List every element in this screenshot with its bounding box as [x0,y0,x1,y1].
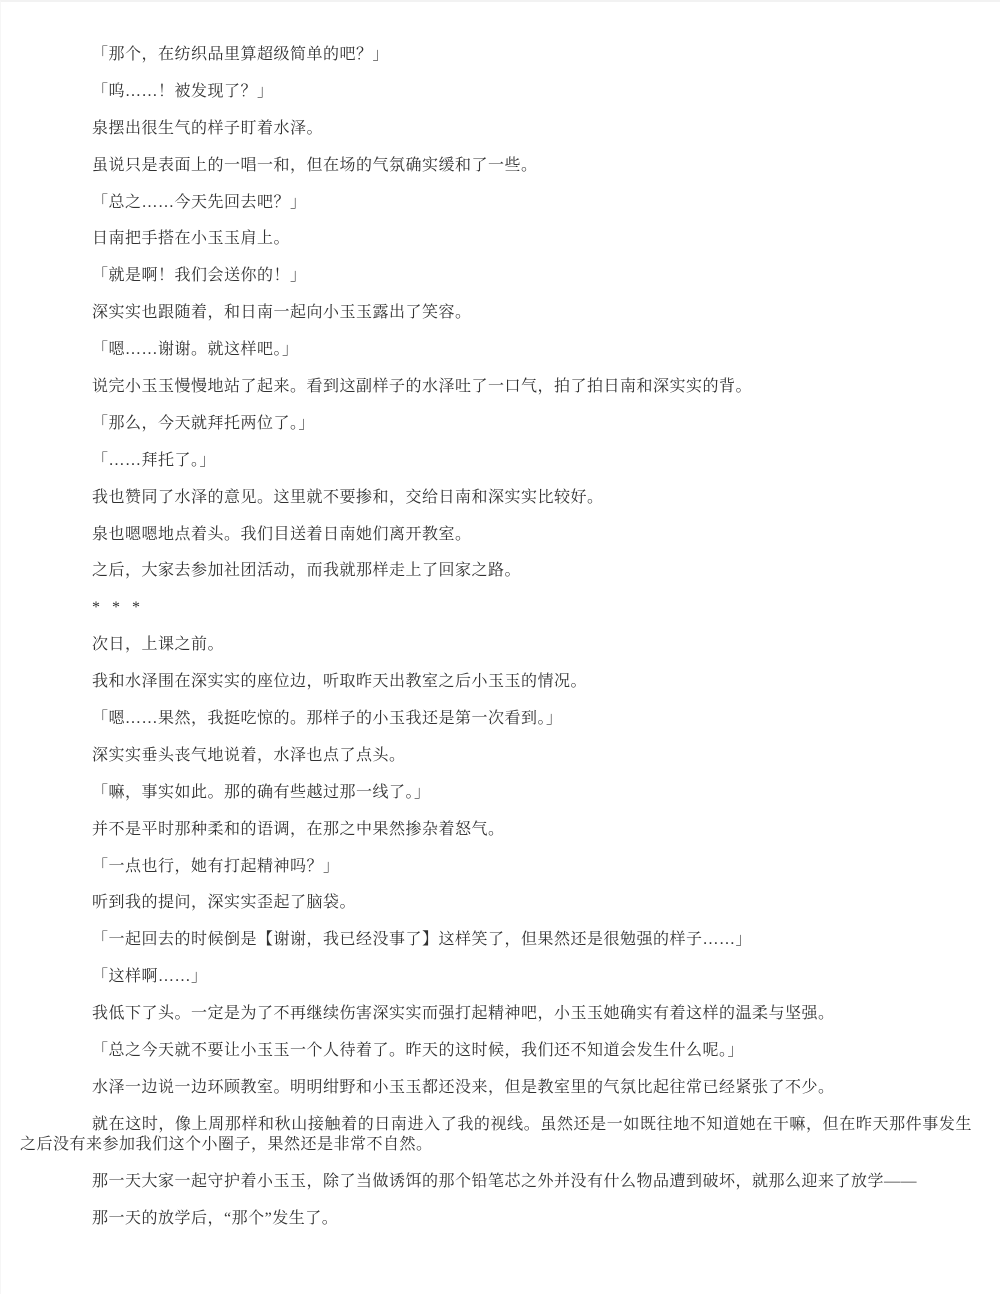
paragraph: 「那么，今天就拜托两位了。」 [92,414,316,432]
paragraph: 我和水泽围在深实实的座位边，听取昨天出教室之后小玉玉的情况。 [92,673,588,691]
paragraph: 泉也嗯嗯地点着头。我们目送着日南她们离开教室。 [92,525,472,543]
paragraph: 之后，大家去参加社团活动，而我就那样走上了回家之路。 [92,562,522,580]
paragraph: 我也赞同了水泽的意见。这里就不要掺和，交给日南和深实实比较好。 [92,488,604,506]
paragraph: 那一天大家一起守护着小玉玉，除了当做诱饵的那个铅笔芯之外并没有什么物品遭到破坏，就那么迎来了放学—— [92,1172,918,1190]
paragraph: 说完小玉玉慢慢地站了起来。看到这副样子的水泽吐了一口气，拍了拍日南和深实实的背。 [92,378,753,396]
paragraph: 「嗯……谢谢。就这样吧。」 [92,341,299,359]
paragraph: 听到我的提问，深实实歪起了脑袋。 [92,894,357,912]
paragraph: 我低下了头。一定是为了不再继续伤害深实实而强打起精神吧，小玉玉她确实有着这样的温柔与坚强。 [92,1005,835,1023]
paragraph: 虽说只是表面上的一唱一和，但在场的气氛确实缓和了一些。 [92,156,538,174]
paragraph: 那一天的放学后，“那个”发生了。 [92,1209,339,1227]
paragraph: 并不是平时那种柔和的语调，在那之中果然掺杂着怒气。 [92,820,505,838]
paragraph: 「这样啊……」 [92,968,208,986]
paragraph: 「那个，在纺织品里算超级简单的吧？」 [92,46,390,63]
paragraph: 就在这时，像上周那样和秋山接触着的日南进入了我的视线。虽然还是一如既往地不知道她在干嘛，但在昨天那件事发生之后没有来参加我们这个小圈子，果然还是非常不自然。 [20,1115,972,1153]
paragraph: 「嘛，事实如此。那的确有些越过那一线了。」 [92,783,431,801]
paragraph: 日南把手搭在小玉玉肩上。 [92,230,291,248]
page-content [20,45,972,1229]
section-separator: * * * [92,599,144,617]
paragraph: 「呜……！被发现了？」 [92,82,274,100]
paragraph: 「总之……今天先回去吧？」 [92,193,307,211]
paragraph: 水泽一边说一边环顾教室。明明绀野和小玉玉都还没来，但是教室里的气氛比起往常已经紧张了不少。 [92,1078,835,1096]
paragraph: 「就是啊！我们会送你的！」 [92,267,307,285]
paragraph: 「一点也行，她有打起精神吗？」 [92,857,340,875]
paragraph: 「嗯……果然，我挺吃惊的。那样子的小玉我还是第一次看到。」 [92,710,563,728]
paragraph: 次日，上课之前。 [92,636,225,654]
paragraph: 「总之今天就不要让小玉玉一个人待着了。昨天的这时候，我们还不知道会发生什么呢。」 [92,1042,745,1060]
novel-page [1,2,1000,1294]
paragraph: 「一起回去的时候倒是【谢谢，我已经没事了】这样笑了，但果然还是很勉强的样子……」 [92,931,753,949]
paragraph: 深实实垂头丧气地说着，水泽也点了点头。 [92,746,406,764]
paragraph: 泉摆出很生气的样子盯着水泽。 [92,119,324,137]
paragraph: 「……拜托了。」 [92,451,217,469]
paragraph: 深实实也跟随着，和日南一起向小玉玉露出了笑容。 [92,304,472,322]
